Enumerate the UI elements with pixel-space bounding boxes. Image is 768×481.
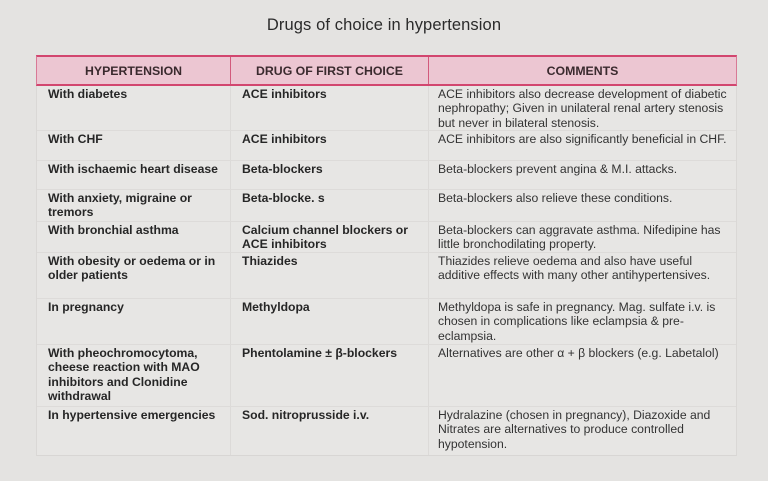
drug-cell: Calcium channel blockers or ACE inhibitors [231, 222, 429, 252]
table-row [37, 222, 736, 253]
comments-cell: Beta-blockers can aggravate asthma. Nifedipine has little bronchodilating property. [438, 223, 721, 252]
condition-cell: In pregnancy [37, 299, 231, 344]
table-row [37, 161, 736, 190]
table-row [37, 407, 736, 455]
condition-cell: With anxiety, migraine or tremors [37, 190, 231, 221]
condition-cell: With CHF [37, 131, 231, 160]
table-row [37, 86, 736, 131]
drug-cell: Beta-blockers [231, 161, 429, 189]
header-drug-of-first-choice: DRUG OF FIRST CHOICE [231, 57, 429, 84]
header-comments: COMMENTS [546, 63, 619, 78]
header-hypertension: HYPERTENSION [37, 57, 231, 84]
condition-cell: With bronchial asthma [37, 222, 231, 252]
table-row [37, 253, 736, 299]
table-row [37, 131, 736, 161]
condition-cell: With ischaemic heart disease [37, 161, 231, 189]
comments-cell: ACE inhibitors are also significantly beneficial in CHF. [438, 132, 727, 146]
table-header [36, 55, 737, 86]
comments-cell: Methyldopa is safe in pregnancy. Mag. sulfate i.v. is chosen in complications like eclampsia & pre-eclampsia. [438, 300, 716, 343]
comments-cell: ACE inhibitors also decrease development of diabetic nephropathy; Given in unilateral renal artery stenosis but never in bilateral stenosis. [438, 87, 727, 130]
drug-cell: Thiazides [231, 253, 429, 298]
drug-cell: ACE inhibitors [231, 131, 429, 160]
comments-cell: Thiazides relieve oedema and also have useful additive effects with many other antihypertensives. [438, 254, 711, 283]
table-row [37, 299, 736, 345]
table-row [37, 190, 736, 222]
drug-cell: Beta-blocke. s [231, 190, 429, 221]
drug-cell: Sod. nitroprusside i.v. [231, 407, 429, 455]
comments-cell: Beta-blockers prevent angina & M.I. attacks. [438, 162, 678, 176]
table-row [37, 345, 736, 407]
drug-cell: Phentolamine ± β-blockers [231, 345, 429, 406]
drug-cell: ACE inhibitors [231, 86, 429, 130]
drugs-table [36, 55, 737, 456]
comments-cell: Alternatives are other α + β blockers (e.g. Labetalol) [438, 346, 719, 360]
table-body [36, 86, 737, 456]
condition-cell: With diabetes [37, 86, 231, 130]
condition-cell: With obesity or oedema or in older patients [37, 253, 231, 298]
comments-cell: Hydralazine (chosen in pregnancy), Diazoxide and Nitrates are alternatives to produce controlled hypotension. [438, 408, 711, 451]
comments-cell: Beta-blockers also relieve these conditions. [438, 191, 673, 205]
condition-cell: With pheochromocytoma, cheese reaction with MAO inhibitors and Clonidine withdrawal [37, 345, 231, 406]
drug-cell: Methyldopa [231, 299, 429, 344]
condition-cell: In hypertensive emergencies [37, 407, 231, 455]
table-title: Drugs of choice in hypertension [266, 16, 502, 34]
